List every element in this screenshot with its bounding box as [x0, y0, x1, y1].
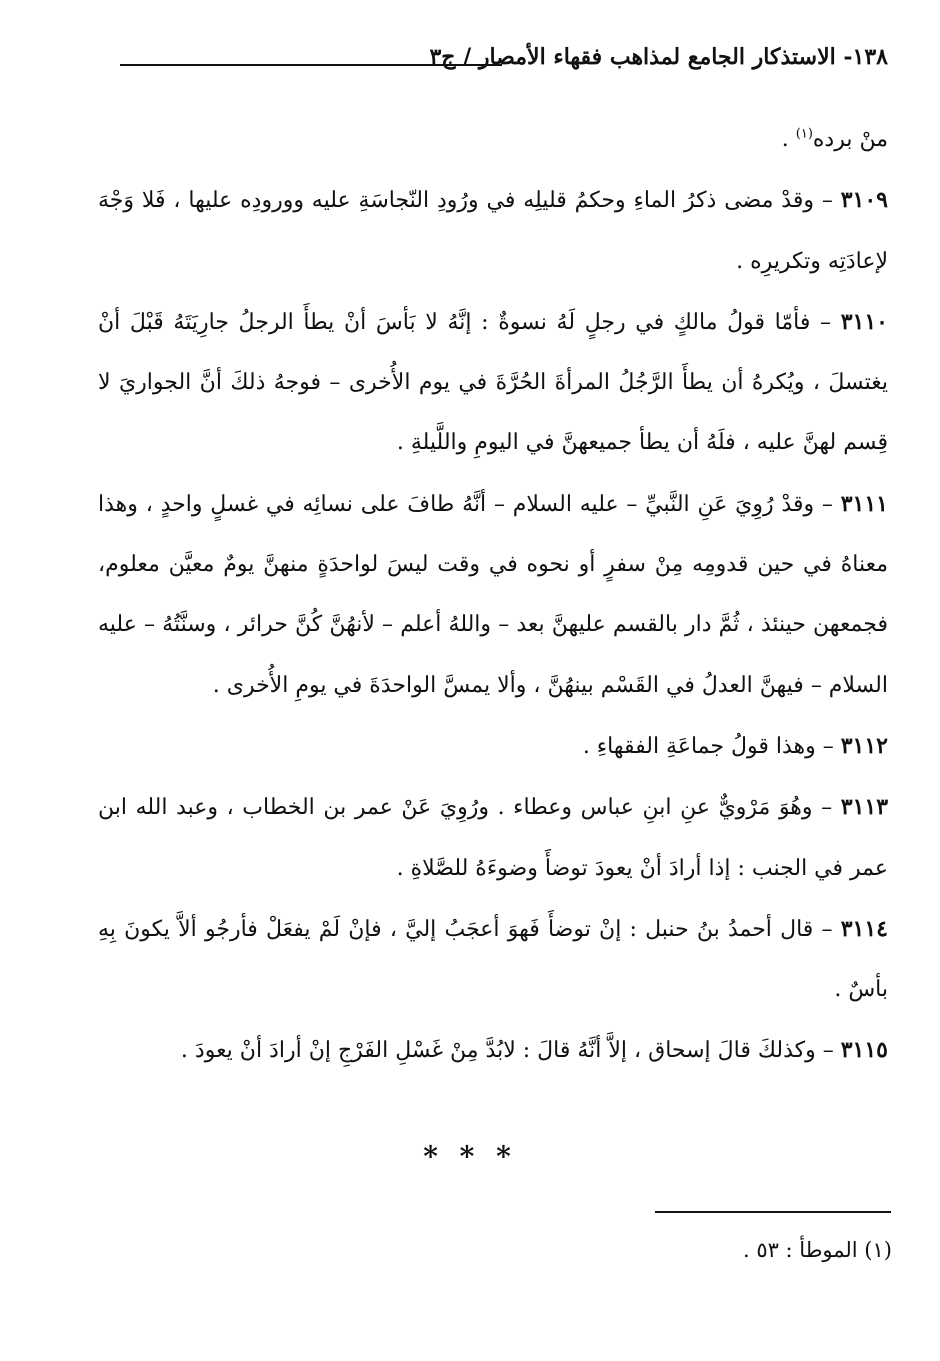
footnote-marker: (١)	[795, 126, 813, 142]
paragraph-text: – وكذلكَ قالَ إسحاق ، إلاَّ أنَّهُ قالَ : لابُدَّ مِنْ غَسْلِ الفَرْجِ إنْ أرادَ أنْ يعودَ .	[180, 1038, 834, 1064]
running-header	[429, 44, 888, 70]
section-separator: * * *	[423, 1140, 517, 1173]
paragraph-text: – وقدْ رُوِيَ عَنِ النَّبيِّ – عليه السلام – أنَّهُ طافَ على نسائِه في غسلٍ واحدٍ ، وهذا معناهُ في حين قدومِه مِنْ سفرٍ أو نحوه في وقت ليسَ لواحدَةٍ منهنَّ يومٌ معيَّن معلوم، فجمعهن حينئذ ، ثُمَّ دار بالقسم عليهنَّ بعد – واللهُ أعلم – لأنهُنَّ كُنَّ حرائر ، وسنَّتُهُ – عليه السلام – فيهنَّ العدلُ في القَسْم بينهُنَّ ، وألا يمسَّ الواحدَةَ في يومِ الأُخرى .	[98, 491, 888, 698]
paragraph-3109	[98, 170, 888, 292]
continuation-text: منْ برده	[812, 127, 888, 152]
continuation-line	[98, 110, 888, 170]
paragraph-text: – قال أحمدُ بنُ حنبل : إنْ توضأَ فَهوَ أعجَبُ إليَّ ، فإنْ لَمْ يفعَلْ فأرجُو ألاَّ يكونَ بِهِ بأسٌ .	[98, 916, 888, 1003]
paragraph-text: – وهذا قولُ جماعَةِ الفقهاءِ .	[582, 733, 834, 759]
page-number: ١٣٨-	[843, 44, 888, 70]
header-rule	[120, 64, 502, 66]
paragraph-number: ٣١١٢	[840, 732, 888, 759]
paragraph-3110	[98, 292, 888, 474]
book-title: الاستذكار الجامع لمذاهب فقهاء الأمصار / ج٣	[429, 44, 836, 70]
footnote: (١) الموطأ : ٥٣ .	[742, 1238, 892, 1262]
paragraph-number: ٣١١١	[840, 490, 888, 517]
paragraph-text: – وقدْ مضى ذكرُ الماءِ وحكمُ قليلِه في ورُودِ النّجاسَةِ عليه وورودِه عليها ، فَلا وَجْهَ لإعادَتِه وتكريرِه .	[98, 188, 888, 274]
paragraph-number: ٣١١٤	[840, 915, 888, 942]
paragraph-number: ٣١٠٩	[840, 187, 888, 214]
paragraph-number: ٣١١٥	[840, 1037, 888, 1064]
paragraph-text: – فأمّا قولُ مالكٍ في رجلٍ لَهُ نسوةٌ : إنَّهُ لا بَأسَ أنْ يطأَ الرجلُ جارِيَتَهُ قَبْلَ أنْ يغتسلَ ، ويُكرهُ أن يطأَ الرَّجُلُ المرأةَ الحُرَّةَ في يوم الأُخرى – فوجهُ ذلكَ أنَّ الجواريَ لا قِسم لهنَّ عليه ، فلَهُ أن يطأ جميعهنَّ في اليومِ واللَّيلةِ .	[98, 309, 888, 456]
continuation-end: .	[781, 127, 796, 152]
paragraph-number: ٣١١٣	[840, 794, 889, 821]
body-text	[98, 110, 888, 1082]
paragraph-text: – وهُوَ مَرْويٌّ عنِ ابنِ عباس وعطاء . ورُوِيَ عَنْ عمر بن الخطاب ، وعبد الله ابن عمر في الجنب : إذا أرادَ أنْ يعودَ توضأَ وضوءَهُ للصَّلاةِ .	[98, 795, 888, 881]
paragraph-3114	[98, 899, 888, 1021]
paragraph-3115	[98, 1020, 888, 1081]
paragraph-3112	[98, 716, 888, 777]
paragraph-3111	[98, 474, 888, 716]
paragraph-number: ٣١١٠	[840, 308, 888, 335]
paragraph-3113	[98, 777, 888, 899]
footnote-rule	[655, 1211, 891, 1213]
